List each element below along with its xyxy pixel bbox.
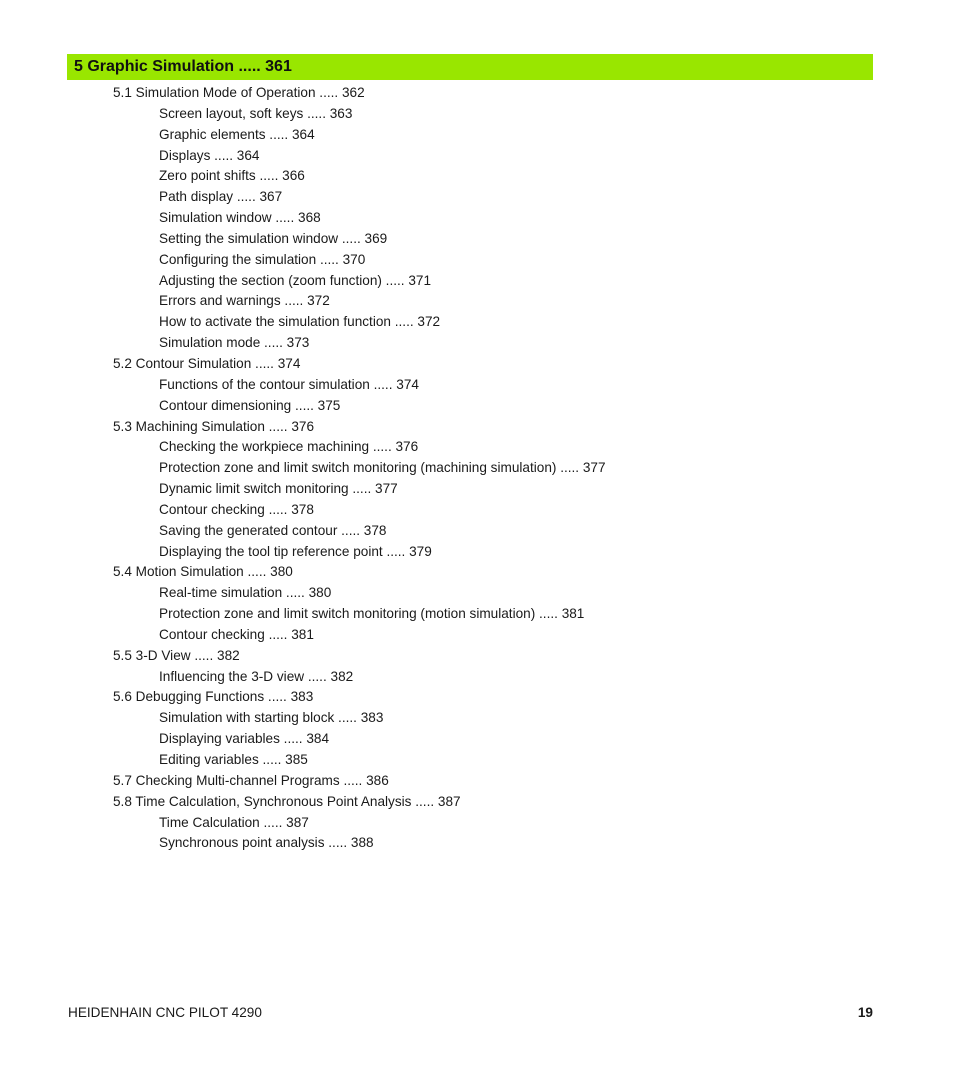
toc-subsection-entry[interactable]: Simulation with starting block ..... 383	[159, 710, 384, 726]
toc-section-entry[interactable]: 5.2 Contour Simulation ..... 374	[113, 355, 301, 371]
toc-subsection-entry[interactable]: Functions of the contour simulation ..... 374	[159, 376, 419, 392]
toc-subsection-entry[interactable]: Path display ..... 367	[159, 189, 283, 205]
toc-subsection-entry[interactable]: Displaying the tool tip reference point ..... 379	[159, 543, 432, 559]
toc-subsection-entry[interactable]: Graphic elements ..... 364	[159, 126, 315, 142]
toc-section-entry[interactable]: 5.8 Time Calculation, Synchronous Point Analysis ..... 387	[113, 793, 461, 809]
toc-subsection-entry[interactable]: Dynamic limit switch monitoring ..... 377	[159, 481, 398, 497]
toc-subsection-entry[interactable]: Editing variables ..... 385	[159, 752, 308, 767]
toc-subsection-entry[interactable]: Configuring the simulation ..... 370	[159, 251, 366, 267]
toc-subsection-entry[interactable]: Simulation mode ..... 373	[159, 335, 310, 351]
chapter-heading-text: 5 Graphic Simulation ..... 361	[74, 58, 292, 75]
toc-subsection-entry[interactable]: Time Calculation ..... 387	[159, 814, 309, 830]
toc-subsection-entry[interactable]: Real-time simulation ..... 380	[159, 585, 332, 601]
toc-subsection-entry[interactable]: Contour checking ..... 381	[159, 626, 314, 642]
toc-subsection-entry[interactable]: Synchronous point analysis ..... 388	[159, 835, 374, 851]
toc-subsection-entry[interactable]: Contour checking ..... 378	[159, 501, 314, 517]
toc-section-entry[interactable]: 5.3 Machining Simulation ..... 376	[113, 418, 314, 434]
toc-subsection-entry[interactable]: Contour dimensioning ..... 375	[159, 397, 341, 413]
toc-subsection-entry[interactable]: Protection zone and limit switch monitoring (motion simulation) ..... 381	[159, 606, 585, 622]
table-of-contents	[0, 83, 954, 854]
toc-subsection-entry[interactable]: Checking the workpiece machining ..... 376	[159, 439, 419, 455]
toc-subsection-entry[interactable]: Zero point shifts ..... 366	[159, 168, 305, 184]
toc-subsection-entry[interactable]: Errors and warnings ..... 372	[159, 293, 330, 309]
toc-subsection-entry[interactable]: Saving the generated contour ..... 378	[159, 522, 387, 538]
toc-section-entry[interactable]: 5.1 Simulation Mode of Operation ..... 362	[113, 85, 365, 100]
toc-section-entry[interactable]: 5.4 Motion Simulation ..... 380	[113, 564, 293, 580]
toc-section-entry[interactable]: 5.5 3-D View ..... 382	[113, 647, 240, 663]
chapter-heading[interactable]	[67, 54, 873, 80]
toc-subsection-entry[interactable]: Displaying variables ..... 384	[159, 731, 330, 747]
toc-subsection-entry[interactable]: Adjusting the section (zoom function) ..... 371	[159, 272, 432, 288]
toc-subsection-entry[interactable]: Displays ..... 364	[159, 147, 260, 163]
toc-section-entry[interactable]: 5.7 Checking Multi-channel Programs ..... 386	[113, 772, 389, 788]
toc-subsection-entry[interactable]: Setting the simulation window ..... 369	[159, 230, 388, 246]
footer-manual-title: HEIDENHAIN CNC PILOT 4290	[68, 1005, 262, 1020]
toc-subsection-entry[interactable]: Screen layout, soft keys ..... 363	[159, 105, 353, 121]
toc-subsection-entry[interactable]: Influencing the 3-D view ..... 382	[159, 668, 354, 684]
toc-section-entry[interactable]: 5.6 Debugging Functions ..... 383	[113, 689, 314, 705]
toc-subsection-entry[interactable]: Simulation window ..... 368	[159, 210, 321, 226]
footer-page-number: 19	[857, 1005, 873, 1020]
toc-subsection-entry[interactable]: How to activate the simulation function ..... 372	[159, 314, 441, 330]
toc-subsection-entry[interactable]: Protection zone and limit switch monitoring (machining simulation) ..... 377	[159, 460, 606, 476]
